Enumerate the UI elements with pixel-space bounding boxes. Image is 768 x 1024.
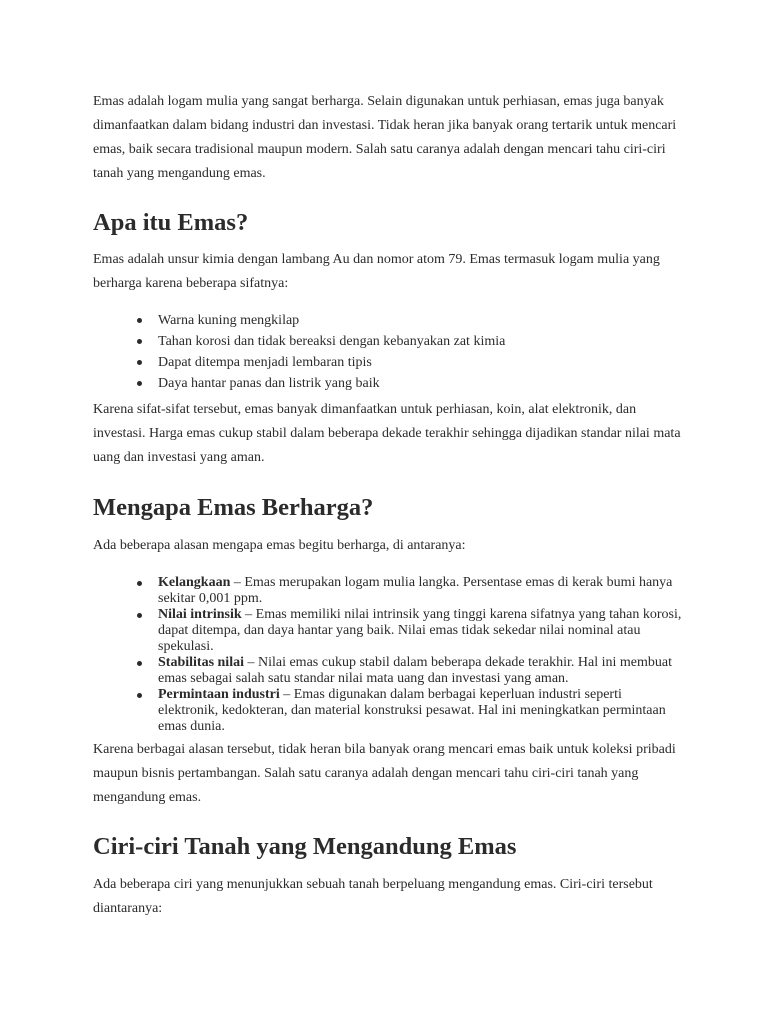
section-heading-mengapa-emas-berharga: Mengapa Emas Berharga? <box>93 494 374 521</box>
list-item-term: Stabilitas nilai <box>158 655 244 670</box>
list-item: Tahan korosi dan tidak bereaksi dengan kebanyakan zat kimia <box>93 331 683 352</box>
section-heading-apa-itu-emas: Apa itu Emas? <box>93 209 249 236</box>
list-item-term: Kelangkaan <box>158 575 231 590</box>
list-item-term: Nilai intrinsik <box>158 607 242 622</box>
gold-value-reasons-list <box>93 575 683 735</box>
list-item: Dapat ditempa menjadi lembaran tipis <box>93 352 683 373</box>
list-item-text: – Nilai emas cukup stabil dalam beberapa dekade terakhir. Hal ini membuat emas sebagai salah satu standar nilai mata uang dan investasi yang aman. <box>158 655 672 686</box>
section2-paragraph: Ada beberapa alasan mengapa emas begitu berharga, di antaranya: <box>93 538 466 553</box>
list-item: Daya hantar panas dan listrik yang baik <box>93 373 683 394</box>
document-page <box>93 90 683 921</box>
list-item: Warna kuning mengkilap <box>93 310 683 331</box>
intro-paragraph: Emas adalah logam mulia yang sangat berharga. Selain digunakan untuk perhiasan, emas juga banyak dimanfaatkan dalam bidang industri dan investasi. Tidak heran jika banyak orang tertarik untuk mencari emas, baik secara tradisional maupun modern. Salah satu caranya adalah dengan mencari tahu ciri-ciri tanah yang mengandung emas. <box>93 94 677 181</box>
list-item <box>93 687 683 735</box>
section3-paragraph: Ada beberapa ciri yang menunjukkan sebuah tanah berpeluang mengandung emas. Ciri-ciri tersebut diantaranya: <box>93 877 653 916</box>
list-item <box>93 655 683 687</box>
list-item <box>93 607 683 655</box>
section-heading-ciri-ciri-tanah: Ciri-ciri Tanah yang Mengandung Emas <box>93 833 517 860</box>
list-item-text: – Emas memiliki nilai intrinsik yang tinggi karena sifatnya yang tahan korosi, dapat ditempa, dan daya hantar yang baik. Nilai emas tidak sekedar nilai nominal atau spekulasi. <box>158 607 682 654</box>
gold-properties-list <box>93 310 683 394</box>
section1-paragraph: Emas adalah unsur kimia dengan lambang Au dan nomor atom 79. Emas termasuk logam mulia yang berharga karena beberapa sifatnya: <box>93 252 660 291</box>
list-item-text: – Emas digunakan dalam berbagai keperluan industri seperti elektronik, kedokteran, dan material konstruksi pesawat. Hal ini meningkatkan permintaan emas dunia. <box>158 687 666 734</box>
list-item-term: Permintaan industri <box>158 687 280 702</box>
list-item-text: – Emas merupakan logam mulia langka. Persentase emas di kerak bumi hanya sekitar 0,001 ppm. <box>158 575 673 606</box>
list-item <box>93 575 683 607</box>
section2-closing-paragraph: Karena berbagai alasan tersebut, tidak heran bila banyak orang mencari emas baik untuk koleksi pribadi maupun bisnis pertambangan. Salah satu caranya adalah dengan mencari tahu ciri-ciri tanah yang mengandung emas. <box>93 742 676 805</box>
section1-closing-paragraph: Karena sifat-sifat tersebut, emas banyak dimanfaatkan untuk perhiasan, koin, alat elektronik, dan investasi. Harga emas cukup stabil dalam beberapa dekade terakhir sehingga dijadikan standar nilai mata uang dan investasi yang aman. <box>93 402 681 465</box>
